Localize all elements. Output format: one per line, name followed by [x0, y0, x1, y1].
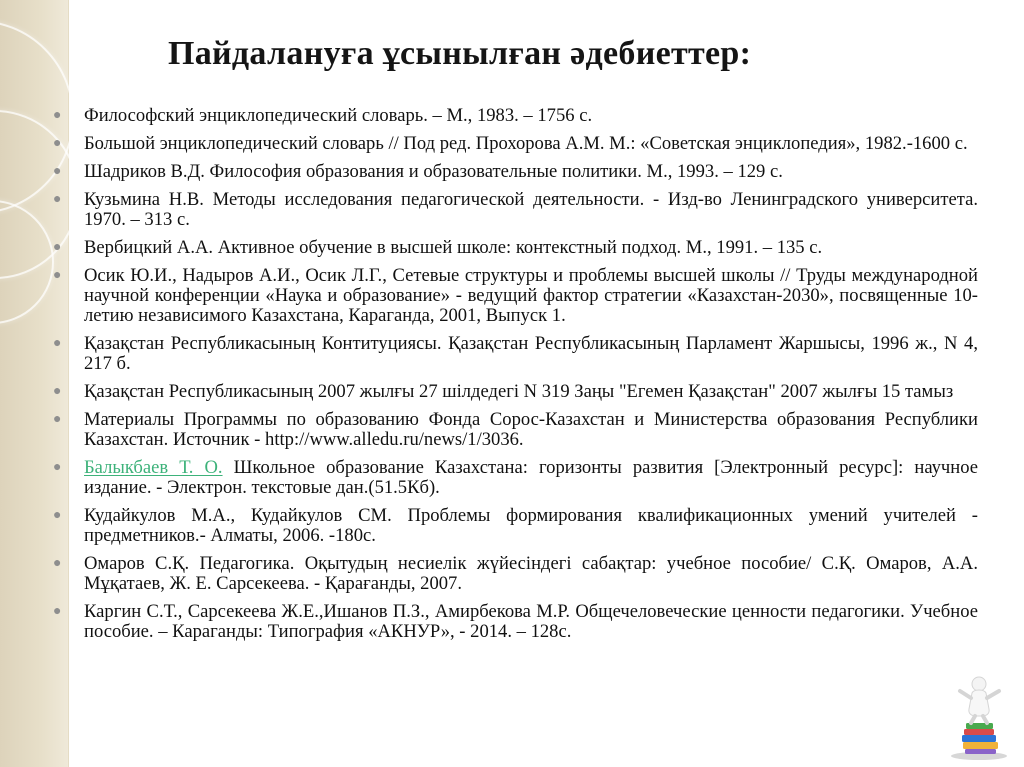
reference-item — [53, 409, 978, 450]
reference-text: Большой энциклопедический словарь // Под ред. Прохорова А.М. М.: «Советская энциклопедия», 1982.-1600 с. — [84, 133, 968, 154]
reference-text: Омаров С.Қ. Педагогика. Оқытудың несиелік жүйесіндегі сабақтар: учебное пособие/ С.Қ. Омаров, А.А. Мұқатаев, Ж. Е. Сарсекеева. - Қарағанды, 2007. — [84, 553, 978, 594]
bullet-icon: ● — [53, 108, 62, 123]
reference-item — [53, 457, 979, 498]
bullet-icon: ● — [53, 384, 62, 399]
bullet-icon: ● — [53, 192, 62, 207]
reference-text: Қазақстан Республикасының 2007 жылғы 27 шілдедегі N 319 Заңы "Егемен Қазақстан" 2007 жылғы 15 тамыз — [84, 381, 954, 402]
bullet-icon: ● — [53, 164, 62, 179]
reference-item — [53, 381, 978, 402]
references-list — [53, 105, 979, 650]
bullet-icon: ● — [53, 508, 62, 523]
reference-text: Осик Ю.И., Надыров А.И., Осик Л.Г., Сетевые структуры и проблемы высшей школы // Труды международной научной конференции «Наука и образование» - ведущий фактор стратегии «Казахстан-2030», посвященные 10-летию независимого Казахстана, Караганда, 2001, Выпуск 1. — [84, 265, 978, 326]
reference-text: Вербицкий А.А. Активное обучение в высшей школе: контекстный подход. М., 1991. – 135 с. — [84, 237, 823, 258]
reference-item — [53, 505, 978, 546]
bullet-icon: ● — [53, 268, 62, 283]
bullet-icon: ● — [53, 412, 62, 427]
reference-item — [53, 161, 978, 182]
reference-text: Кудайкулов М.А., Кудайкулов СМ. Проблемы формирования квалификационных умений учителей - предметников.- Алматы, 2006. -180с. — [84, 505, 978, 546]
bullet-icon: ● — [53, 336, 62, 351]
slide-title: Пайдалануға ұсынылған әдебиеттер: — [168, 35, 752, 72]
reference-item — [53, 237, 978, 258]
reference-text: Қазақстан Республикасының Контитуциясы. Қазақстан Республикасының Парламент Жаршысы, 1996 ж., N 4, 217 б. — [84, 333, 978, 374]
author-link[interactable]: Балыкбаев Т. О. — [84, 457, 223, 478]
reference-text: Каргин С.Т., Сарсекеева Ж.Е.,Ишанов П.З., Амирбекова М.Р. Общечеловеческие ценности педагогики. Учебное пособие. – Караганды: Типография «АКНУР», - 2014. – 128с. — [84, 601, 978, 642]
reference-item — [53, 133, 978, 154]
reference-text: Материалы Программы по образованию Фонда Сорос-Казахстан и Министерства образования Республики Казахстан. Источник - http://www.alledu.ru/news/1/3036. — [84, 409, 978, 450]
bullet-icon: ● — [53, 240, 62, 255]
bullet-icon: ● — [53, 460, 62, 475]
reference-text: Шадриков В.Д. Философия образования и образовательные политики. М., 1993. – 129 с. — [84, 161, 783, 182]
bullet-icon: ● — [53, 604, 62, 619]
bullet-icon: ● — [53, 136, 62, 151]
books-person-icon — [944, 667, 1014, 762]
reference-item — [53, 553, 978, 594]
reference-item — [53, 601, 978, 642]
reference-item — [53, 189, 978, 230]
reference-item — [53, 265, 978, 326]
bullet-icon: ● — [53, 556, 62, 571]
reference-text: Кузьмина Н.В. Методы исследования педагогической деятельности. - Изд-во Ленинградского университета. 1970. – 313 с. — [84, 189, 978, 230]
reference-text: Философский энциклопедический словарь. – М., 1983. – 1756 с. — [84, 105, 593, 126]
reference-text: Школьное образование Казахстана: горизонты развития [Электронный ресурс]: научное издание. - Электрон. текстовые дан.(51.5Кб). — [84, 457, 979, 498]
reference-item — [53, 333, 978, 374]
reference-item — [53, 105, 978, 126]
